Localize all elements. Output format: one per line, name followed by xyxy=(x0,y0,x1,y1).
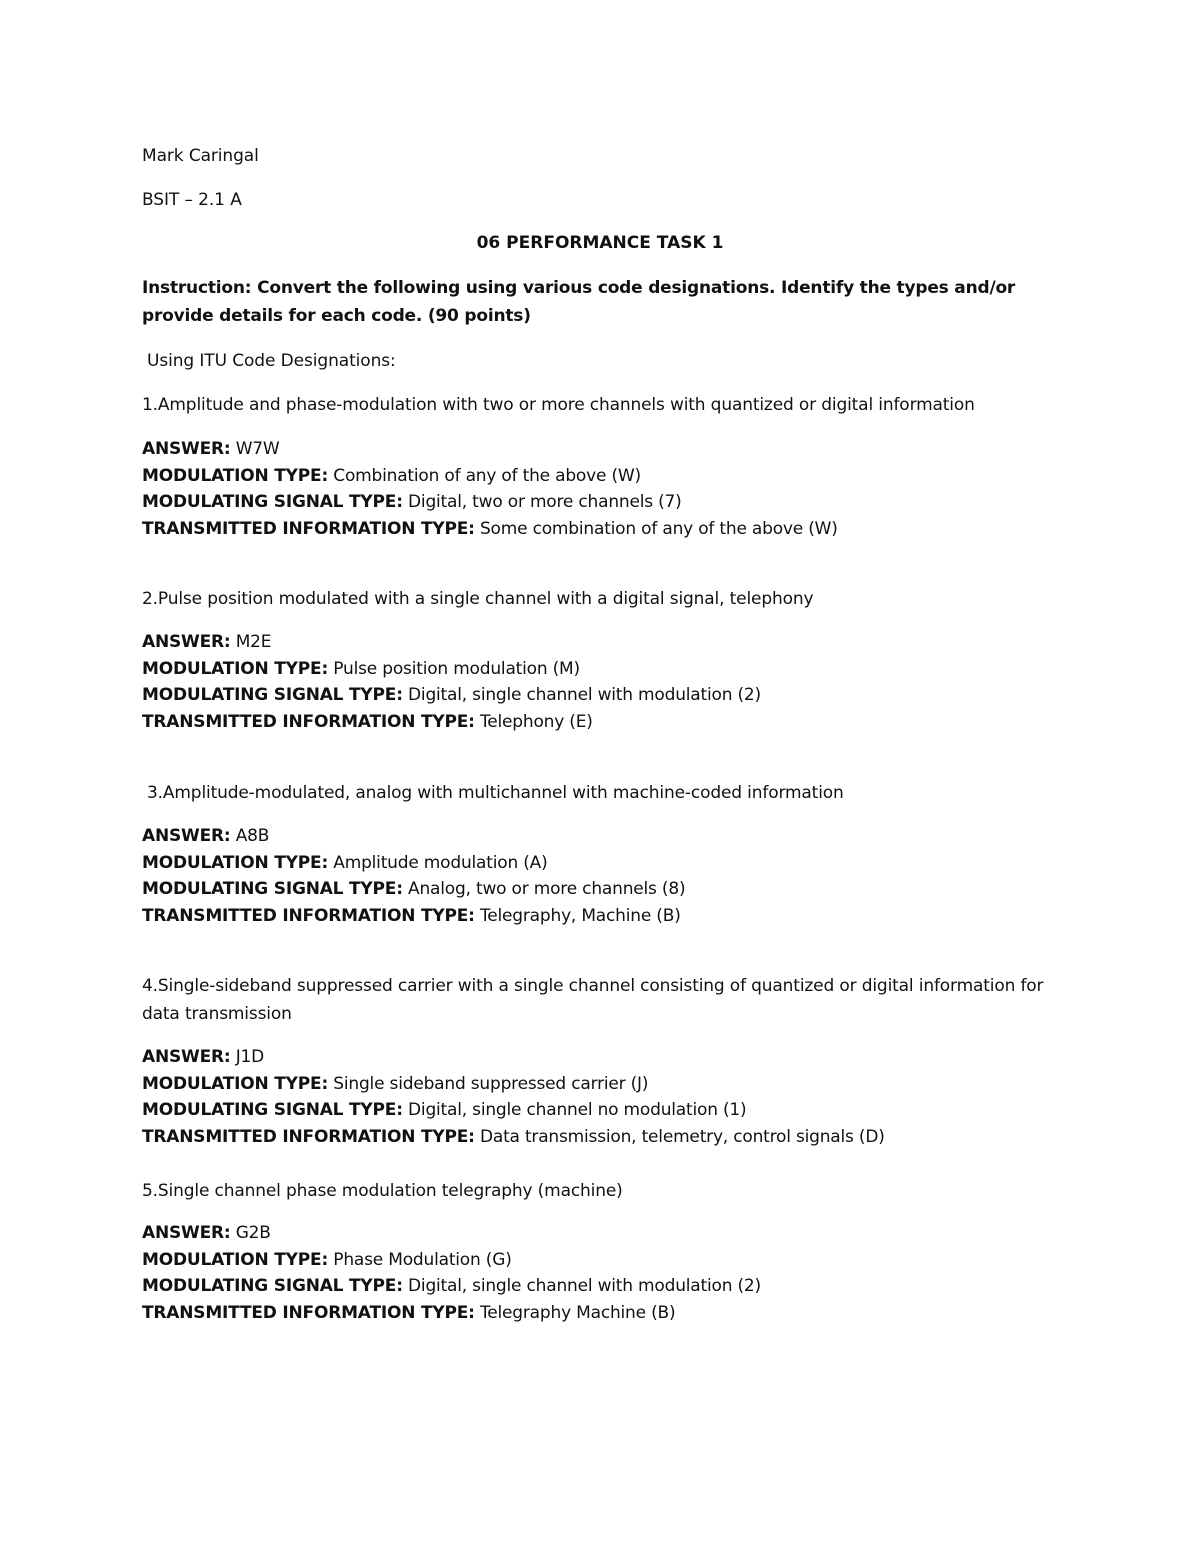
question-1: 1.Amplitude and phase-modulation with two or more channels with quantized or digital information xyxy=(142,395,975,415)
question-5: 5.Single channel phase modulation telegraphy (machine) xyxy=(142,1181,623,1201)
question-4: 4.Single-sideband suppressed carrier with a single channel consisting of quantized or digital information for data transmission xyxy=(142,976,1044,1024)
answer-block-2 xyxy=(142,629,761,735)
modulating-signal-type-value: Digital, two or more channels (7) xyxy=(408,492,682,512)
transmitted-information-type-label: TRANSMITTED INFORMATION TYPE: xyxy=(142,1126,475,1147)
student-section: BSIT – 2.1 A xyxy=(142,190,242,210)
modulating-signal-type-row xyxy=(142,489,838,516)
modulation-type-row xyxy=(142,1247,761,1274)
question-2: 2.Pulse position modulated with a single channel with a digital signal, telephony xyxy=(142,589,814,609)
answer-block-5 xyxy=(142,1220,761,1326)
answer-value: W7W xyxy=(235,439,280,459)
transmitted-information-type-label: TRANSMITTED INFORMATION TYPE: xyxy=(142,518,475,539)
answer-row xyxy=(142,823,685,850)
transmitted-information-type-label: TRANSMITTED INFORMATION TYPE: xyxy=(142,905,475,926)
answer-label: ANSWER: xyxy=(142,1047,231,1067)
transmitted-information-type-row xyxy=(142,709,761,736)
transmitted-information-type-value: Some combination of any of the above (W) xyxy=(479,518,838,539)
answer-value: A8B xyxy=(235,826,270,846)
answer-label: ANSWER: xyxy=(142,1223,231,1243)
modulation-type-row xyxy=(142,1071,885,1098)
modulating-signal-type-value: Digital, single channel with modulation (2) xyxy=(408,685,761,705)
modulating-signal-type-row xyxy=(142,1097,885,1124)
answer-label: ANSWER: xyxy=(142,826,231,846)
answer-block-3 xyxy=(142,823,685,929)
modulating-signal-type-label: MODULATING SIGNAL TYPE: xyxy=(142,1276,403,1296)
answer-value: J1D xyxy=(235,1047,265,1067)
modulation-type-value: Amplitude modulation (A) xyxy=(333,852,548,873)
page-title: 06 PERFORMANCE TASK 1 xyxy=(476,233,724,253)
answer-block-4 xyxy=(142,1044,885,1150)
student-name: Mark Caringal xyxy=(142,146,259,166)
transmitted-information-type-value: Data transmission, telemetry, control signals (D) xyxy=(479,1126,885,1147)
transmitted-information-type-row xyxy=(142,1124,885,1151)
modulation-type-value: Single sideband suppressed carrier (J) xyxy=(333,1073,649,1094)
answer-row xyxy=(142,436,838,463)
modulation-type-value: Pulse position modulation (M) xyxy=(333,658,580,679)
modulating-signal-type-value: Digital, single channel no modulation (1) xyxy=(408,1100,747,1120)
answer-block-1 xyxy=(142,436,838,542)
answer-row xyxy=(142,1044,885,1071)
modulating-signal-type-row xyxy=(142,1273,761,1300)
modulating-signal-type-row xyxy=(142,682,761,709)
modulating-signal-type-value: Analog, two or more channels (8) xyxy=(408,879,686,899)
modulation-type-label: MODULATION TYPE: xyxy=(142,852,329,873)
modulation-type-value: Phase Modulation (G) xyxy=(333,1249,512,1270)
modulation-type-row xyxy=(142,463,838,490)
modulating-signal-type-label: MODULATING SIGNAL TYPE: xyxy=(142,492,403,512)
modulation-type-label: MODULATION TYPE: xyxy=(142,1073,329,1094)
answer-value: M2E xyxy=(235,632,272,652)
answer-row xyxy=(142,1220,761,1247)
transmitted-information-type-label: TRANSMITTED INFORMATION TYPE: xyxy=(142,1302,475,1323)
modulation-type-value: Combination of any of the above (W) xyxy=(333,465,641,486)
modulation-type-row xyxy=(142,656,761,683)
modulating-signal-type-value: Digital, single channel with modulation (2) xyxy=(408,1276,761,1296)
answer-label: ANSWER: xyxy=(142,439,231,459)
modulation-type-label: MODULATION TYPE: xyxy=(142,1249,329,1270)
transmitted-information-type-label: TRANSMITTED INFORMATION TYPE: xyxy=(142,711,475,732)
instruction-text: Instruction: Convert the following using various code designations. Identify the types and/or provide details for each code. (90 points) xyxy=(142,278,1016,326)
transmitted-information-type-row xyxy=(142,1300,761,1327)
transmitted-information-type-value: Telegraphy Machine (B) xyxy=(479,1302,676,1323)
transmitted-information-type-row xyxy=(142,516,838,543)
answer-label: ANSWER: xyxy=(142,632,231,652)
transmitted-information-type-value: Telephony (E) xyxy=(479,711,593,732)
modulating-signal-type-label: MODULATING SIGNAL TYPE: xyxy=(142,685,403,705)
modulation-type-label: MODULATION TYPE: xyxy=(142,465,329,486)
modulating-signal-type-label: MODULATING SIGNAL TYPE: xyxy=(142,1100,403,1120)
transmitted-information-type-row xyxy=(142,903,685,930)
modulation-type-row xyxy=(142,850,685,877)
modulating-signal-type-label: MODULATING SIGNAL TYPE: xyxy=(142,879,403,899)
question-3: 3.Amplitude-modulated, analog with multichannel with machine-coded information xyxy=(147,783,844,803)
subheading: Using ITU Code Designations: xyxy=(147,351,396,371)
modulation-type-label: MODULATION TYPE: xyxy=(142,658,329,679)
answer-value: G2B xyxy=(235,1223,271,1243)
transmitted-information-type-value: Telegraphy, Machine (B) xyxy=(479,905,681,926)
modulating-signal-type-row xyxy=(142,876,685,903)
answer-row xyxy=(142,629,761,656)
